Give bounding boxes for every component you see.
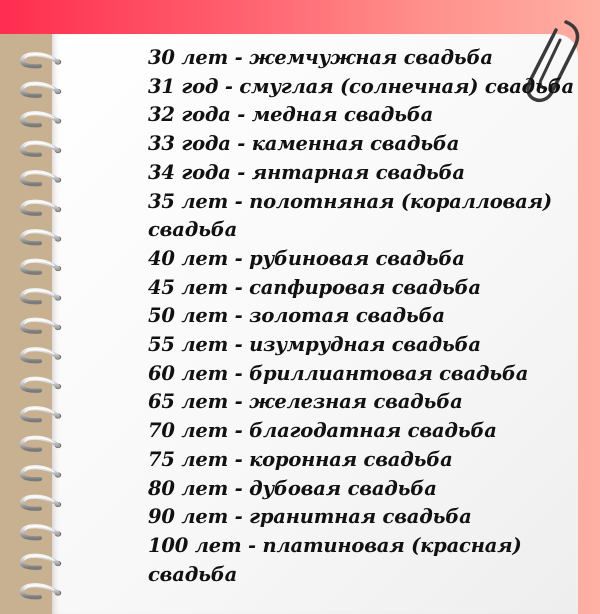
anniversary-line: 65 лет - железная свадьба — [148, 390, 463, 414]
anniversary-line: 33 года - каменная свадьба — [148, 132, 460, 156]
anniversary-line: 35 лет - полотняная (коралловая) — [148, 189, 552, 213]
anniversary-line: 45 лет - сапфировая свадьба — [148, 275, 481, 299]
anniversary-line: 30 лет - жемчужная свадьба — [148, 46, 493, 69]
anniversary-line: 32 года - медная свадьба — [148, 103, 434, 127]
anniversary-line: 75 лет - коронная свадьба — [148, 447, 453, 471]
anniversary-line: 100 лет - платиновая (красная) — [148, 533, 522, 557]
anniversary-line: 31 год - смуглая (солнечная) свадьба — [148, 74, 574, 98]
anniversary-line: 70 лет - благодатная свадьба — [148, 419, 497, 443]
anniversary-line: 50 лет - золотая свадьба — [148, 304, 445, 328]
anniversary-line: 55 лет - изумрудная свадьба — [148, 333, 481, 357]
anniversary-line: 34 года - янтарная свадьба — [148, 160, 465, 184]
anniversary-line: 60 лет - бриллиантовая свадьба — [148, 361, 529, 385]
anniversary-line: 80 лет - дубовая свадьба — [148, 476, 437, 500]
anniversary-line: 90 лет - гранитная свадьба — [148, 505, 472, 529]
anniversary-line: свадьба — [148, 562, 238, 586]
anniversary-list — [148, 44, 574, 589]
anniversary-line: свадьба — [148, 218, 238, 242]
anniversary-line: 40 лет - рубиновая свадьба — [148, 246, 465, 270]
